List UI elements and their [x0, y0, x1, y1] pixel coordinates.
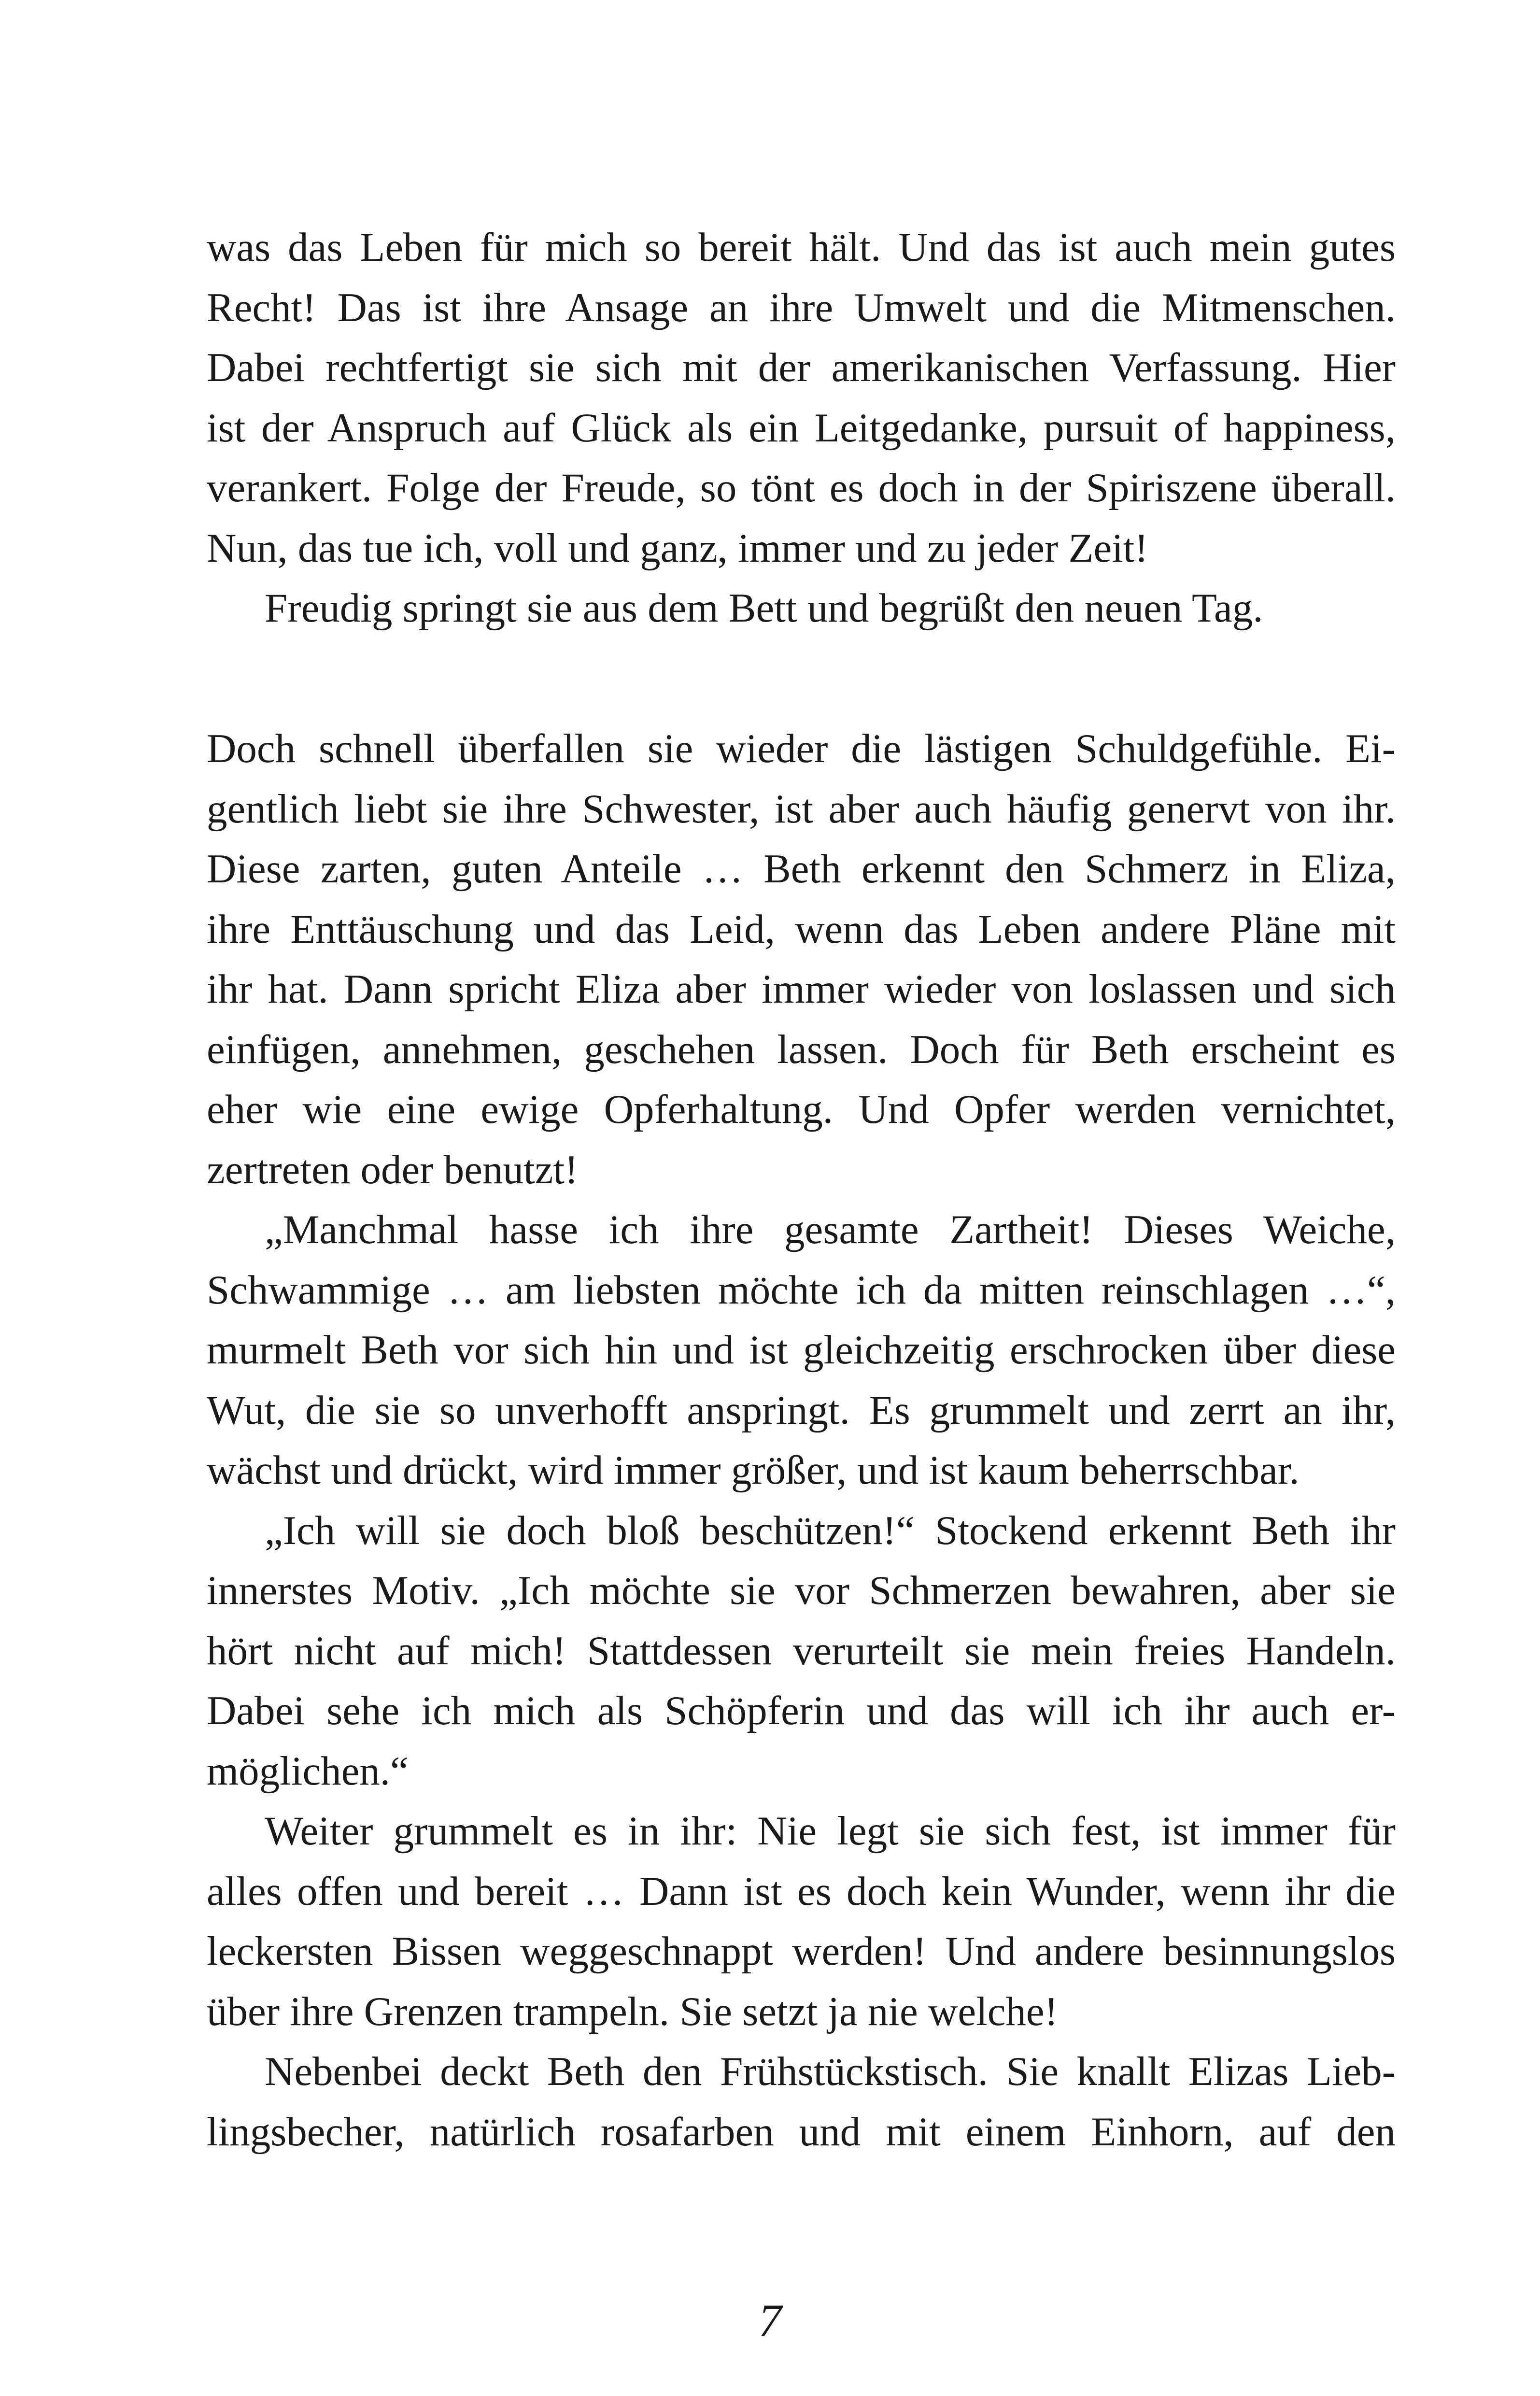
text-line: möglichen.“: [207, 1748, 409, 1794]
text-line: Dabei rechtfertigt sie sich mit der amerikanischen Verfassung. Hier: [207, 345, 1396, 390]
text-line: Nun, das tue ich, voll und ganz, immer und zu jeder Zeit!: [207, 525, 1148, 571]
text-line: ihr hat. Dann spricht Eliza aber immer wieder von loslassen und sich: [207, 966, 1396, 1012]
text-line: einfügen, annehmen, geschehen lassen. Doch für Beth erscheint es: [207, 1026, 1396, 1072]
text-line: „Ich will sie doch bloß beschützen!“ Stockend erkennt Beth ihr: [265, 1507, 1396, 1553]
text-line: alles offen und bereit … Dann ist es doch kein Wunder, wenn ihr die: [207, 1868, 1396, 1914]
text-line: was das Leben für mich so bereit hält. Und das ist auch mein gutes: [207, 225, 1396, 270]
text-line: Recht! Das ist ihre Ansage an ihre Umwelt und die Mitmenschen.: [207, 284, 1396, 330]
text-line: murmelt Beth vor sich hin und ist gleichzeitig erschrocken über diese: [207, 1327, 1396, 1373]
text-line: ihre Enttäuschung und das Leid, wenn das Leben andere Pläne mit: [207, 906, 1396, 952]
text-block-2: [207, 719, 1396, 2162]
text-line: eher wie eine ewige Opferhaltung. Und Opfer werden vernichtet,: [207, 1087, 1396, 1132]
text-line: hört nicht auf mich! Stattdessen verurteilt sie mein freies Handeln.: [207, 1628, 1396, 1673]
text-line: wächst und drückt, wird immer größer, und ist kaum beherrschbar.: [207, 1447, 1300, 1493]
text-line: „Manchmal hasse ich ihre gesamte Zartheit! Dieses Weiche,: [265, 1207, 1396, 1252]
text-line: ist der Anspruch auf Glück als ein Leitgedanke, pursuit of happiness,: [207, 405, 1396, 451]
text-line: gentlich liebt sie ihre Schwester, ist aber auch häufig genervt von ihr.: [207, 786, 1396, 832]
text-line: Dabei sehe ich mich als Schöpferin und das will ich ihr auch er-: [207, 1688, 1396, 1733]
text-line: Wut, die sie so unverhofft anspringt. Es grummelt und zerrt an ihr,: [207, 1387, 1396, 1433]
text-line: Freudig springt sie aus dem Bett und begrüßt den neuen Tag.: [265, 585, 1263, 631]
text-line: Diese zarten, guten Anteile … Beth erkennt den Schmerz in Eliza,: [207, 846, 1396, 892]
text-line: Weiter grummelt es in ihr: Nie legt sie sich fest, ist immer für: [265, 1808, 1396, 1854]
text-line: über ihre Grenzen trampeln. Sie setzt ja nie welche!: [207, 1988, 1058, 2034]
text-line: Doch schnell überfallen sie wieder die lästigen Schuldgefühle. Ei-: [207, 726, 1396, 771]
text-line: Schwammige … am liebsten möchte ich da mitten reinschlagen …“,: [207, 1267, 1396, 1313]
text-block-1: [207, 217, 1396, 638]
text-line: Nebenbei deckt Beth den Frühstückstisch. Sie knallt Elizas Lieb-: [265, 2049, 1396, 2094]
text-line: leckersten Bissen weggeschnappt werden! Und andere besinnungslos: [207, 1928, 1396, 1974]
text-line: innerstes Motiv. „Ich möchte sie vor Schmerzen bewahren, aber sie: [207, 1568, 1396, 1613]
text-line: lingsbecher, natürlich rosafarben und mit einem Einhorn, auf den: [207, 2109, 1396, 2155]
text-line: zertreten oder benutzt!: [207, 1147, 579, 1192]
page-number: 7: [758, 2295, 782, 2346]
text-line: verankert. Folge der Freude, so tönt es doch in der Spiriszene überall.: [207, 465, 1396, 510]
